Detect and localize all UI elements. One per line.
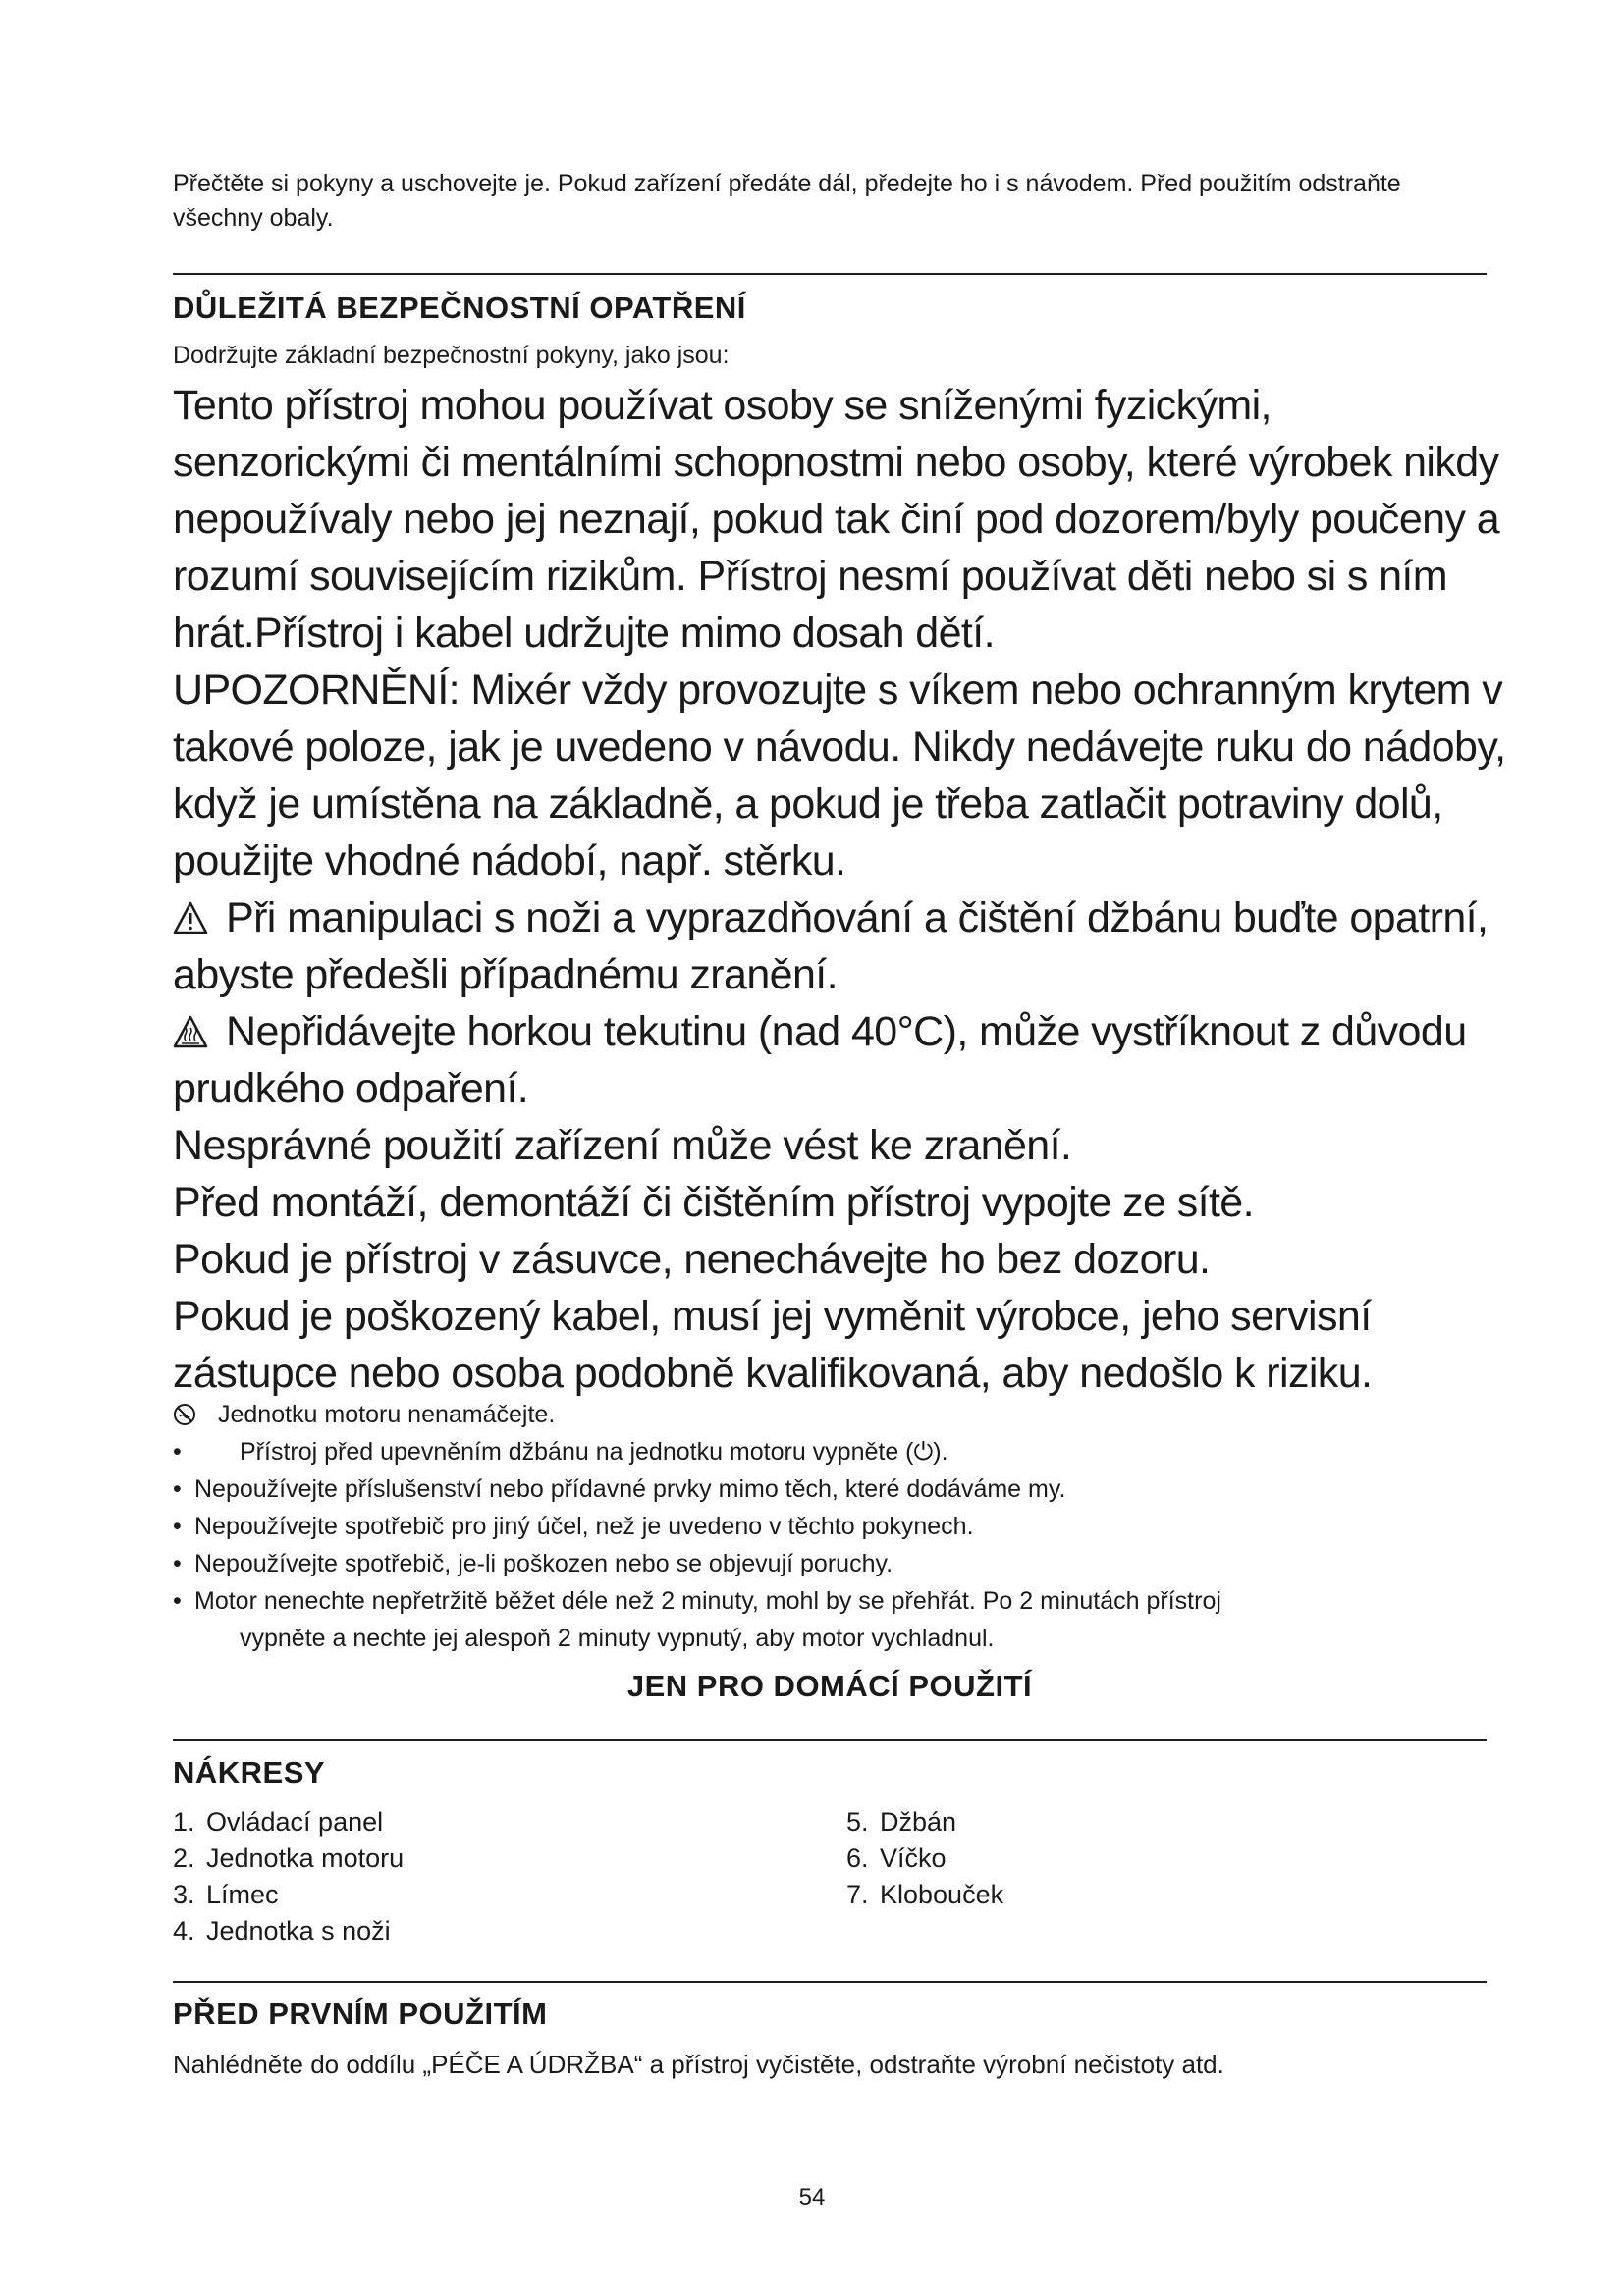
no-immersion-icon xyxy=(173,1403,196,1426)
safety-paragraph: Pokud je přístroj v zásuvce, nenechávejte ho bez dozoru. xyxy=(173,1236,1211,1283)
list-item-text: Jednotku motoru nenamáčejte. xyxy=(218,1401,556,1428)
drawings-heading: NÁKRESY xyxy=(173,1755,326,1789)
warning-triangle-icon xyxy=(173,900,208,935)
parts-list-right xyxy=(846,1804,1003,1913)
safety-heading: DŮLEŽITÁ BEZPEČNOSTNÍ OPATŘENÍ xyxy=(173,291,746,325)
first-use-heading: PŘED PRVNÍM POUŽITÍM xyxy=(173,1997,548,2031)
section-divider xyxy=(173,1981,1487,1983)
safety-subtitle: Dodržujte základní bezpečnostní pokyny, jako jsou: xyxy=(173,342,730,369)
section-divider xyxy=(173,273,1487,275)
list-item: • Nepoužívejte spotřebič, je-li poškozen nebo se objevují poruchy. xyxy=(173,1545,1489,1582)
safety-paragraph: Před montáží, demontáží či čištěním přístroj vypojte ze sítě. xyxy=(173,1179,1254,1226)
list-item: 5. Džbán xyxy=(846,1807,957,1837)
section-divider xyxy=(173,1739,1487,1741)
hot-liquid-warning-text: Nepřidávejte horkou tekutinu (nad 40°C), může vystříknout z důvodu prudkého odpaření. xyxy=(173,1008,1467,1112)
safety-paragraph: Nesprávné použití zařízení může vést ke zranění. xyxy=(173,1122,1072,1169)
intro-text: Přečtěte si pokyny a uschovejte je. Pokud zařízení předáte dál, předejte ho i s návodem. Před použitím odstraňte všechny obaly. xyxy=(173,170,1401,232)
list-item: 7. Klobouček xyxy=(846,1880,1004,1909)
list-item: 1. Ovládací panel xyxy=(173,1807,384,1837)
list-item: • Nepoužívejte příslušenství nebo přídavné prvky mimo těch, které dodáváme my. xyxy=(173,1470,1489,1508)
list-item: 4. Jednotka s noži xyxy=(173,1916,391,1946)
safety-paragraph xyxy=(173,1003,1518,1117)
list-item: 6. Víčko xyxy=(846,1843,947,1873)
list-item: 3. Límec xyxy=(173,1880,279,1909)
first-use-text: Nahlédněte do oddílu „PÉČE A ÚDRŽBA“ a přístroj vyčistěte, odstraňte výrobní nečistoty atd. xyxy=(173,2050,1224,2079)
list-item xyxy=(173,1396,1489,1433)
parts-list-left xyxy=(173,1804,404,1949)
list-item: • Přístroj před upevněním džbánu na jednotku motoru vypněte (⏻). xyxy=(173,1433,1489,1470)
list-item-continuation: vypněte a nechte jej alespoň 2 minuty vypnutý, aby motor vychladnul. xyxy=(240,1625,995,1652)
safety-paragraph: UPOZORNĚNÍ: Mixér vždy provozujte s víkem nebo ochranným krytem v takové poloze, jak je uvedeno v návodu. Nikdy nedávejte ruku do nádoby, když je umístěna na základně, a pokud je třeba zatlačit potraviny dolů, použijte vhodné nádobí, např. stěrku. xyxy=(173,667,1506,884)
list-item: • Nepoužívejte spotřebič pro jiný účel, než je uvedeno v těchto pokynech. xyxy=(173,1508,1489,1545)
safety-paragraph: Pokud je poškozený kabel, musí jej vyměnit výrobce, jeho servisní zástupce nebo osoba podobně kvalifikovaná, aby nedošlo k riziku. xyxy=(173,1293,1373,1397)
hot-surface-warning-icon xyxy=(173,1014,208,1049)
household-only-notice: JEN PRO DOMÁCÍ POUŽITÍ xyxy=(626,1669,1033,1703)
safety-paragraph: Tento přístroj mohou používat osoby se sníženými fyzickými, senzorickými či mentálními schopnostmi nebo osoby, které výrobek nikdy nepoužívaly nebo jej neznají, pokud tak činí pod dozorem/byly poučeny a rozumí souvisejícím rizikům. Přístroj nesmí používat děti nebo si s ním hrát.Přístroj i kabel udržujte mimo dosah dětí. xyxy=(173,382,1500,657)
safety-paragraph xyxy=(173,889,1518,1003)
page-number: 54 xyxy=(798,2184,826,2211)
knife-warning-text: Při manipulaci s noži a vyprazdňování a čištění džbánu buďte opatrní, abyste předešli případnému zranění. xyxy=(173,894,1489,998)
safety-bullet-list xyxy=(173,1396,1489,1657)
safety-paragraphs xyxy=(173,377,1518,1402)
list-item: • Motor nenechte nepřetržitě běžet déle než 2 minuty, mohl by se přehřát. Po 2 minutách přístroj xyxy=(173,1582,1489,1620)
list-item: 2. Jednotka motoru xyxy=(173,1843,405,1873)
